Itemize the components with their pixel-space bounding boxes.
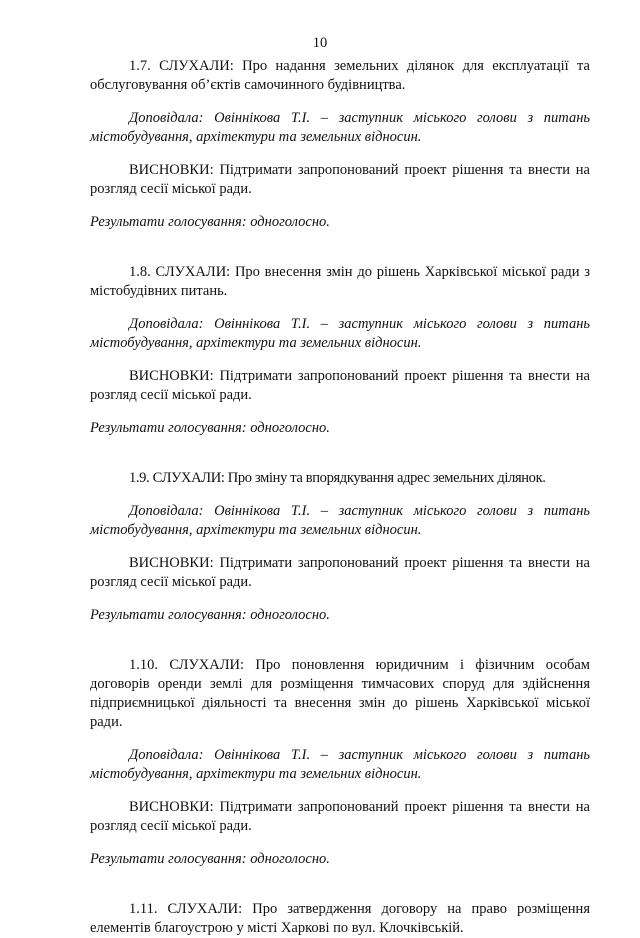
- conclusion-text: ВИСНОВКИ: Підтримати запропонований проект рішення та внести на розгляд сесії міської ради.: [90, 555, 590, 590]
- conclusion-text: ВИСНОВКИ: Підтримати запропонований проект рішення та внести на розгляд сесії міської ради.: [90, 799, 590, 834]
- speaker-text: Доповідала: Овіннікова Т.І. – заступник міського голови з питань містобудування, архітектури та земельних відносин.: [90, 747, 590, 782]
- heard-text: 1.9. СЛУХАЛИ: Про зміну та впорядкування адрес земельних ділянок.: [129, 470, 546, 486]
- agenda-item-1-8: [90, 263, 590, 438]
- speaker-text: Доповідала: Овіннікова Т.І. – заступник міського голови з питань містобудування, архітектури та земельних відносин.: [90, 316, 590, 351]
- heard-text: 1.8. СЛУХАЛИ: Про внесення змін до рішень Харківської міської ради з містобудівних питань.: [90, 264, 590, 299]
- conclusion-text: ВИСНОВКИ: Підтримати запропонований проект рішення та внести на розгляд сесії міської ради.: [90, 162, 590, 197]
- heard-text: 1.10. СЛУХАЛИ: Про поновлення юридичним і фізичним особам договорів оренди землі для розміщення тимчасових споруд для здійснення підприємницької діяльності та внесення змін до рішень Харківської міської ради.: [90, 657, 590, 730]
- vote-result: Результати голосування: одноголосно.: [90, 420, 330, 436]
- vote-result: Результати голосування: одноголосно.: [90, 607, 330, 623]
- speaker-text: Доповідала: Овіннікова Т.І. – заступник міського голови з питань містобудування, архітектури та земельних відносин.: [90, 503, 590, 538]
- minutes-content: [90, 57, 590, 938]
- conclusion-text: ВИСНОВКИ: Підтримати запропонований проект рішення та внести на розгляд сесії міської ради.: [90, 368, 590, 403]
- agenda-item-1-7: [90, 57, 590, 232]
- agenda-item-1-9: [90, 469, 590, 625]
- vote-result: Результати голосування: одноголосно.: [90, 214, 330, 230]
- vote-result: Результати голосування: одноголосно.: [90, 851, 330, 867]
- heard-text: 1.11. СЛУХАЛИ: Про затвердження договору на право розміщення елементів благоустрою у місті Харкові по вул. Клочківській.: [90, 901, 590, 936]
- agenda-item-1-11: [90, 900, 590, 938]
- page-number: 10: [312, 35, 328, 51]
- speaker-text: Доповідала: Овіннікова Т.І. – заступник міського голови з питань містобудування, архітектури та земельних відносин.: [90, 110, 590, 145]
- agenda-item-1-10: [90, 656, 590, 869]
- heard-text: 1.7. СЛУХАЛИ: Про надання земельних ділянок для експлуатації та обслуговування об’єктів самочинного будівництва.: [90, 58, 590, 93]
